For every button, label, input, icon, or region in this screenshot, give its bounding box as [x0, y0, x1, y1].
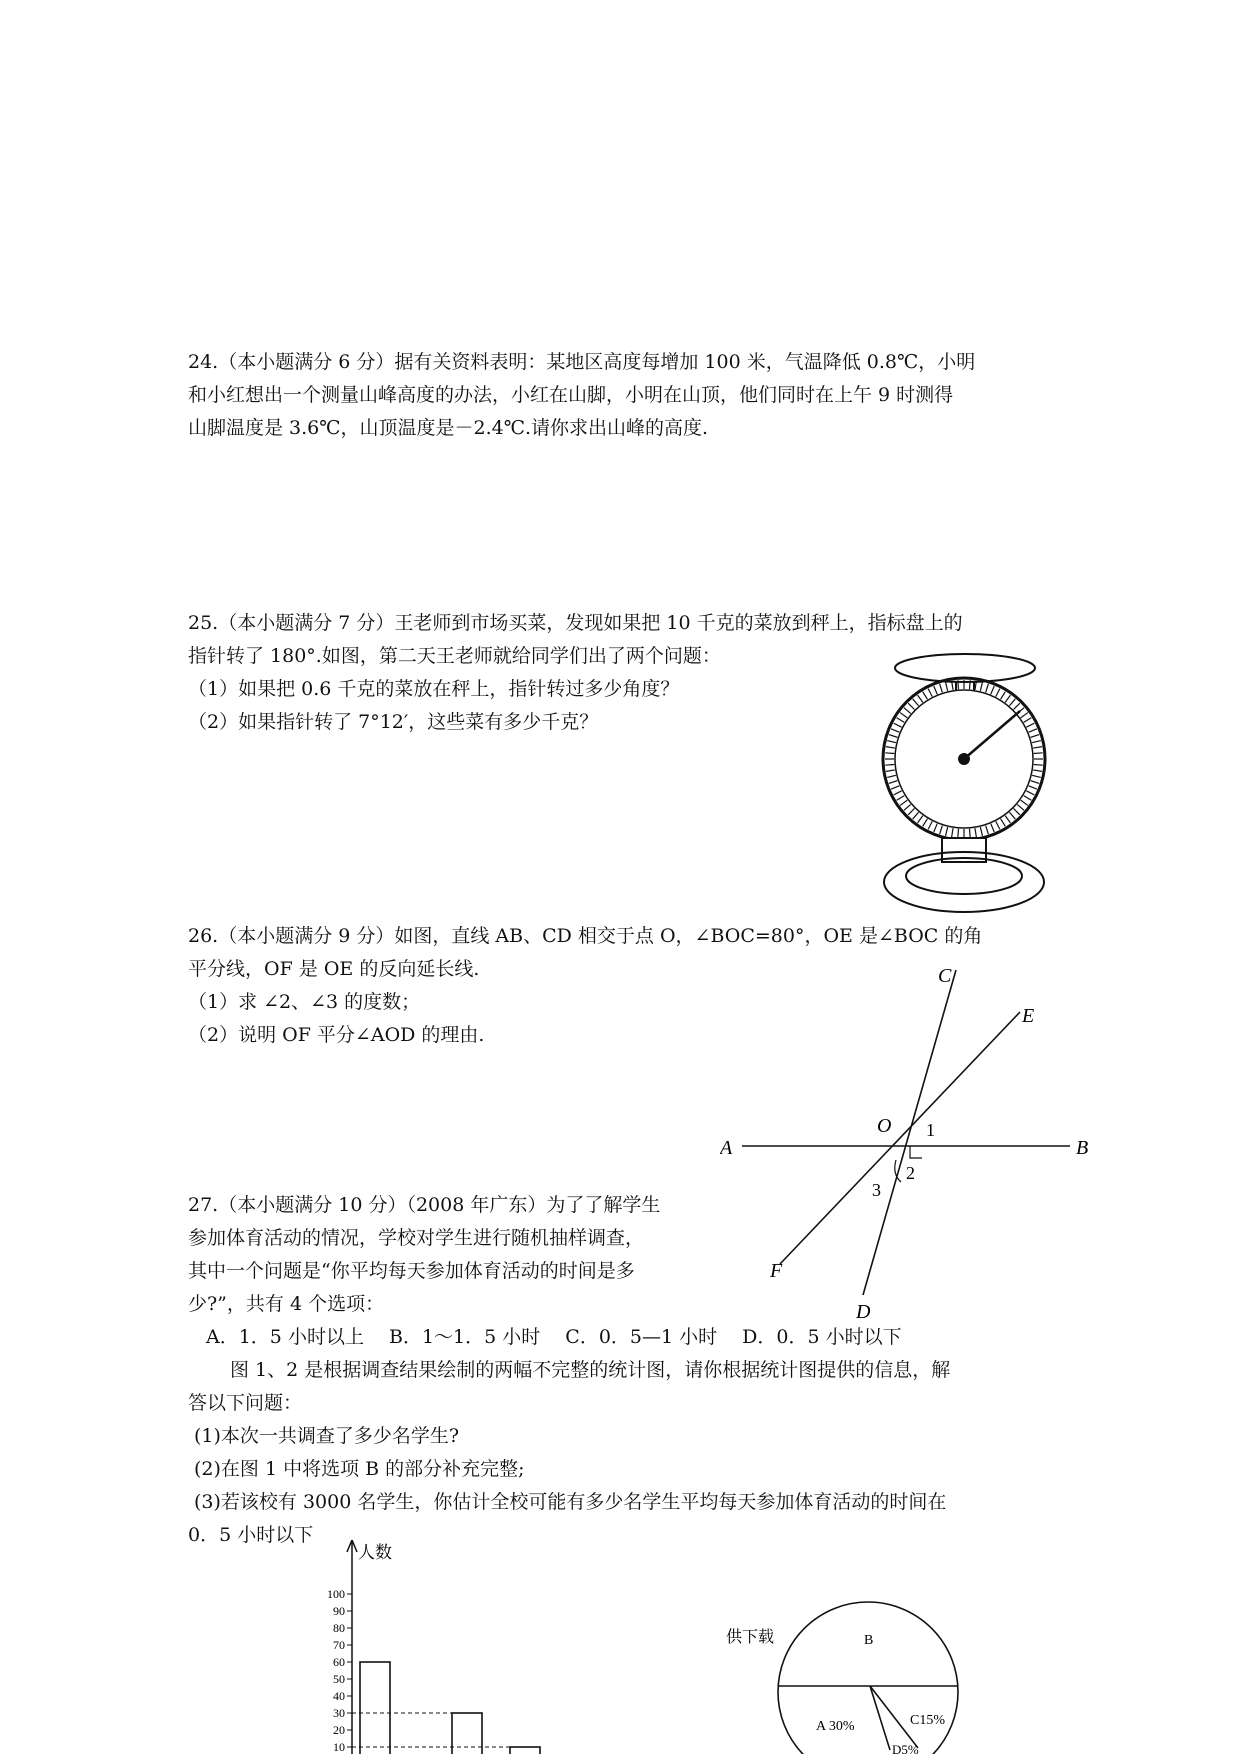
- q24-line-2: 和小红想出一个测量山峰高度的办法，小红在山脚，小明在山顶，他们同时在上午 9 时测得: [188, 384, 954, 406]
- dial-tick: [1032, 741, 1041, 743]
- dial-tick: [1009, 699, 1015, 706]
- dial-tick: [991, 824, 994, 832]
- y-axis-ticks: [327, 1587, 352, 1754]
- dial-tick: [1029, 786, 1037, 789]
- pie-label-d: D5%: [892, 1742, 919, 1754]
- y-tick-label: 40: [333, 1689, 345, 1703]
- label-angle-1: 1: [926, 1120, 935, 1140]
- dial-tick: [900, 800, 907, 805]
- dial-tick: [946, 827, 948, 836]
- pie-chart-figure: [720, 1590, 990, 1754]
- dial-tick: [1024, 796, 1032, 801]
- dial-tick: [1031, 735, 1040, 738]
- y-tick-label: 50: [333, 1672, 345, 1686]
- dial-tick: [1031, 781, 1040, 784]
- pie-label-b: B: [864, 1633, 874, 1648]
- dial-tick: [1033, 770, 1042, 771]
- bar-A: [360, 1662, 390, 1754]
- y-tick-label: 100: [327, 1587, 345, 1601]
- q27-body-1: 图 1、2 是根据调查结果绘制的两幅不完整的统计图，请你根据统计图提供的信息，解: [230, 1359, 951, 1381]
- pie-label-a: A 30%: [816, 1719, 855, 1734]
- dial-tick: [913, 812, 919, 819]
- dial-tick: [958, 680, 959, 689]
- q25-sub-1: （1）如果把 0.6 千克的菜放在秤上，指针转过多少角度？: [188, 678, 680, 700]
- question-24: [188, 346, 1056, 445]
- q27-line-1: 27.（本小题满分 10 分）（2008 年广东）为了了解学生: [188, 1194, 661, 1216]
- dial-tick: [1001, 692, 1006, 700]
- dial-tick: [887, 741, 896, 743]
- dial-tick: [891, 729, 899, 732]
- q25-line-1: 25.（本小题满分 7 分）王老师到市场买菜，发现如果把 10 千克的菜放到秤上，指标盘上的: [188, 612, 963, 634]
- dial-tick: [889, 735, 898, 738]
- dial-tick: [1021, 713, 1028, 718]
- dial-tick: [885, 764, 894, 765]
- q27-line-4: 少?”，共有 4 个选项：: [188, 1293, 385, 1315]
- q27-last-line: 0．5 小时以下: [188, 1524, 314, 1546]
- q27-body-2: 答以下问题：: [188, 1392, 303, 1414]
- dial-tick: [1013, 703, 1019, 709]
- watermark-text: 供下载: [726, 1629, 775, 1646]
- dial-tick: [1024, 718, 1032, 723]
- dial-tick: [886, 747, 895, 748]
- dial-tick: [918, 695, 923, 702]
- dial-tick: [904, 804, 911, 810]
- q25-sub-2: （2）如果指针转了 7°12′，这些菜有多少千克？: [188, 711, 599, 733]
- dial-tick: [913, 699, 919, 706]
- dial-tick: [975, 828, 976, 837]
- q27-line-3: 其中一个问题是“你平均每天参加体育活动的时间是多: [188, 1260, 635, 1282]
- y-tick-label: 60: [333, 1655, 345, 1669]
- q25-line-2: 指针转了 180°.如图，第二天王老师就给同学们出了两个问题：: [188, 645, 721, 667]
- label-F: F: [770, 1260, 783, 1282]
- label-B: B: [1076, 1137, 1089, 1159]
- q26-sub-1: （1）求 ∠2、∠3 的度数；: [188, 991, 421, 1013]
- right-angle-mark: [910, 1146, 922, 1158]
- dial-tick: [897, 718, 905, 723]
- dial-tick: [958, 829, 959, 838]
- q26-line-1: 26.（本小题满分 9 分）如图，直线 AB、CD 相交于点 O，∠BOC=80°，OE 是∠BOC 的角: [188, 925, 983, 947]
- bars: [352, 1662, 540, 1754]
- q27-options: A．1．5 小时以上 B．1～1．5 小时 C．0．5—1 小时 D．0．5 小时以下: [206, 1326, 902, 1348]
- y-axis-label: 人数: [358, 1543, 392, 1562]
- dial-tick: [1029, 729, 1037, 732]
- y-tick-label: 30: [333, 1706, 345, 1720]
- dial-tick: [986, 684, 989, 693]
- pie-slice-c-left: [870, 1686, 890, 1750]
- label-A: A: [720, 1137, 733, 1159]
- dial-tick: [908, 703, 914, 709]
- label-E: E: [1022, 1005, 1035, 1027]
- dial-tick: [991, 686, 994, 694]
- bar-C: [452, 1713, 482, 1754]
- q27-sub-3: (3)若该校有 3000 名学生，你估计全校可能有多少名学生平均每天参加体育活动的时间在: [194, 1491, 947, 1513]
- question-27-rest: [188, 1321, 1056, 1552]
- line-ef: [780, 1012, 1020, 1264]
- y-tick-label: 20: [333, 1723, 345, 1737]
- dial-tick: [904, 708, 911, 714]
- dial-tick: [885, 753, 894, 754]
- y-tick-label: 90: [333, 1604, 345, 1618]
- pie-label-c: C15%: [910, 1713, 945, 1728]
- dial-tick: [1026, 723, 1034, 727]
- dial-tick: [894, 723, 902, 727]
- dial-tick: [969, 680, 970, 689]
- dial-tick: [934, 686, 937, 694]
- dial-tick: [900, 713, 907, 718]
- dial-tick: [887, 775, 896, 777]
- dial-tick: [1034, 764, 1043, 765]
- dial-tick: [923, 692, 928, 700]
- question-27: [188, 1189, 728, 1321]
- scale-figure: [880, 648, 1060, 920]
- dial-tick: [891, 786, 899, 789]
- label-D: D: [856, 1301, 871, 1320]
- dial-tick: [1005, 816, 1010, 823]
- y-tick-label: 10: [333, 1740, 345, 1754]
- dial-tick: [980, 827, 982, 836]
- dial-tick: [894, 791, 902, 795]
- label-O: O: [877, 1115, 892, 1137]
- q26-line-2: 平分线，OF 是 OE 的反向延长线.: [188, 958, 480, 980]
- dial-tick: [940, 684, 943, 693]
- dial-tick: [1005, 695, 1010, 702]
- q26-sub-2: （2）说明 OF 平分∠AOD 的理由.: [188, 1024, 485, 1046]
- dial-tick: [1017, 804, 1024, 810]
- dial-tick: [928, 689, 932, 697]
- label-angle-2: 2: [906, 1163, 915, 1183]
- dial-tick: [1013, 808, 1019, 814]
- dial-tick: [980, 682, 982, 691]
- dial-tick: [940, 826, 943, 835]
- dial-tick: [1033, 747, 1042, 748]
- dial-tick: [969, 829, 970, 838]
- scale-pointer-hub: [958, 753, 970, 765]
- dial-tick: [1001, 819, 1006, 827]
- dial-tick: [1021, 800, 1028, 805]
- q27-line-2: 参加体育活动的情况，学校对学生进行随机抽样调查，: [188, 1227, 645, 1249]
- dial-tick: [946, 682, 948, 691]
- dial-tick: [1034, 753, 1043, 754]
- q27-sub-1: (1)本次一共调查了多少名学生?: [194, 1425, 460, 1447]
- dial-tick: [996, 821, 1000, 829]
- dial-tick: [1009, 812, 1015, 819]
- q27-sub-2: (2)在图 1 中将选项 B 的部分补充完整;: [194, 1458, 525, 1480]
- dial-tick: [952, 828, 953, 837]
- dial-tick: [1032, 775, 1041, 777]
- dial-tick: [918, 816, 923, 823]
- dial-tick: [1026, 791, 1034, 795]
- pie-circle: [778, 1602, 958, 1754]
- dial-tick: [908, 808, 914, 814]
- bar-D: [510, 1747, 540, 1754]
- scale-base-inner: [906, 858, 1022, 894]
- dial-tick: [897, 796, 905, 801]
- label-C: C: [938, 965, 952, 987]
- dial-tick: [996, 689, 1000, 697]
- q24-line-3: 山脚温度是 3.6℃，山顶温度是－2.4℃.请你求出山峰的高度.: [188, 417, 709, 439]
- dial-tick: [934, 824, 937, 832]
- bar-chart-figure: [300, 1540, 640, 1754]
- y-tick-label: 70: [333, 1638, 345, 1652]
- dial-tick: [928, 821, 932, 829]
- y-tick-label: 80: [333, 1621, 345, 1635]
- dial-tick: [986, 826, 989, 835]
- dial-tick: [923, 819, 928, 827]
- angle-figure: [720, 960, 1110, 1320]
- dial-tick: [889, 781, 898, 784]
- q24-line-1: 24.（本小题满分 6 分）据有关资料表明：某地区高度每增加 100 米，气温降低 0.8℃，小明: [188, 351, 976, 373]
- dial-tick: [886, 770, 895, 771]
- label-angle-3: 3: [872, 1180, 881, 1200]
